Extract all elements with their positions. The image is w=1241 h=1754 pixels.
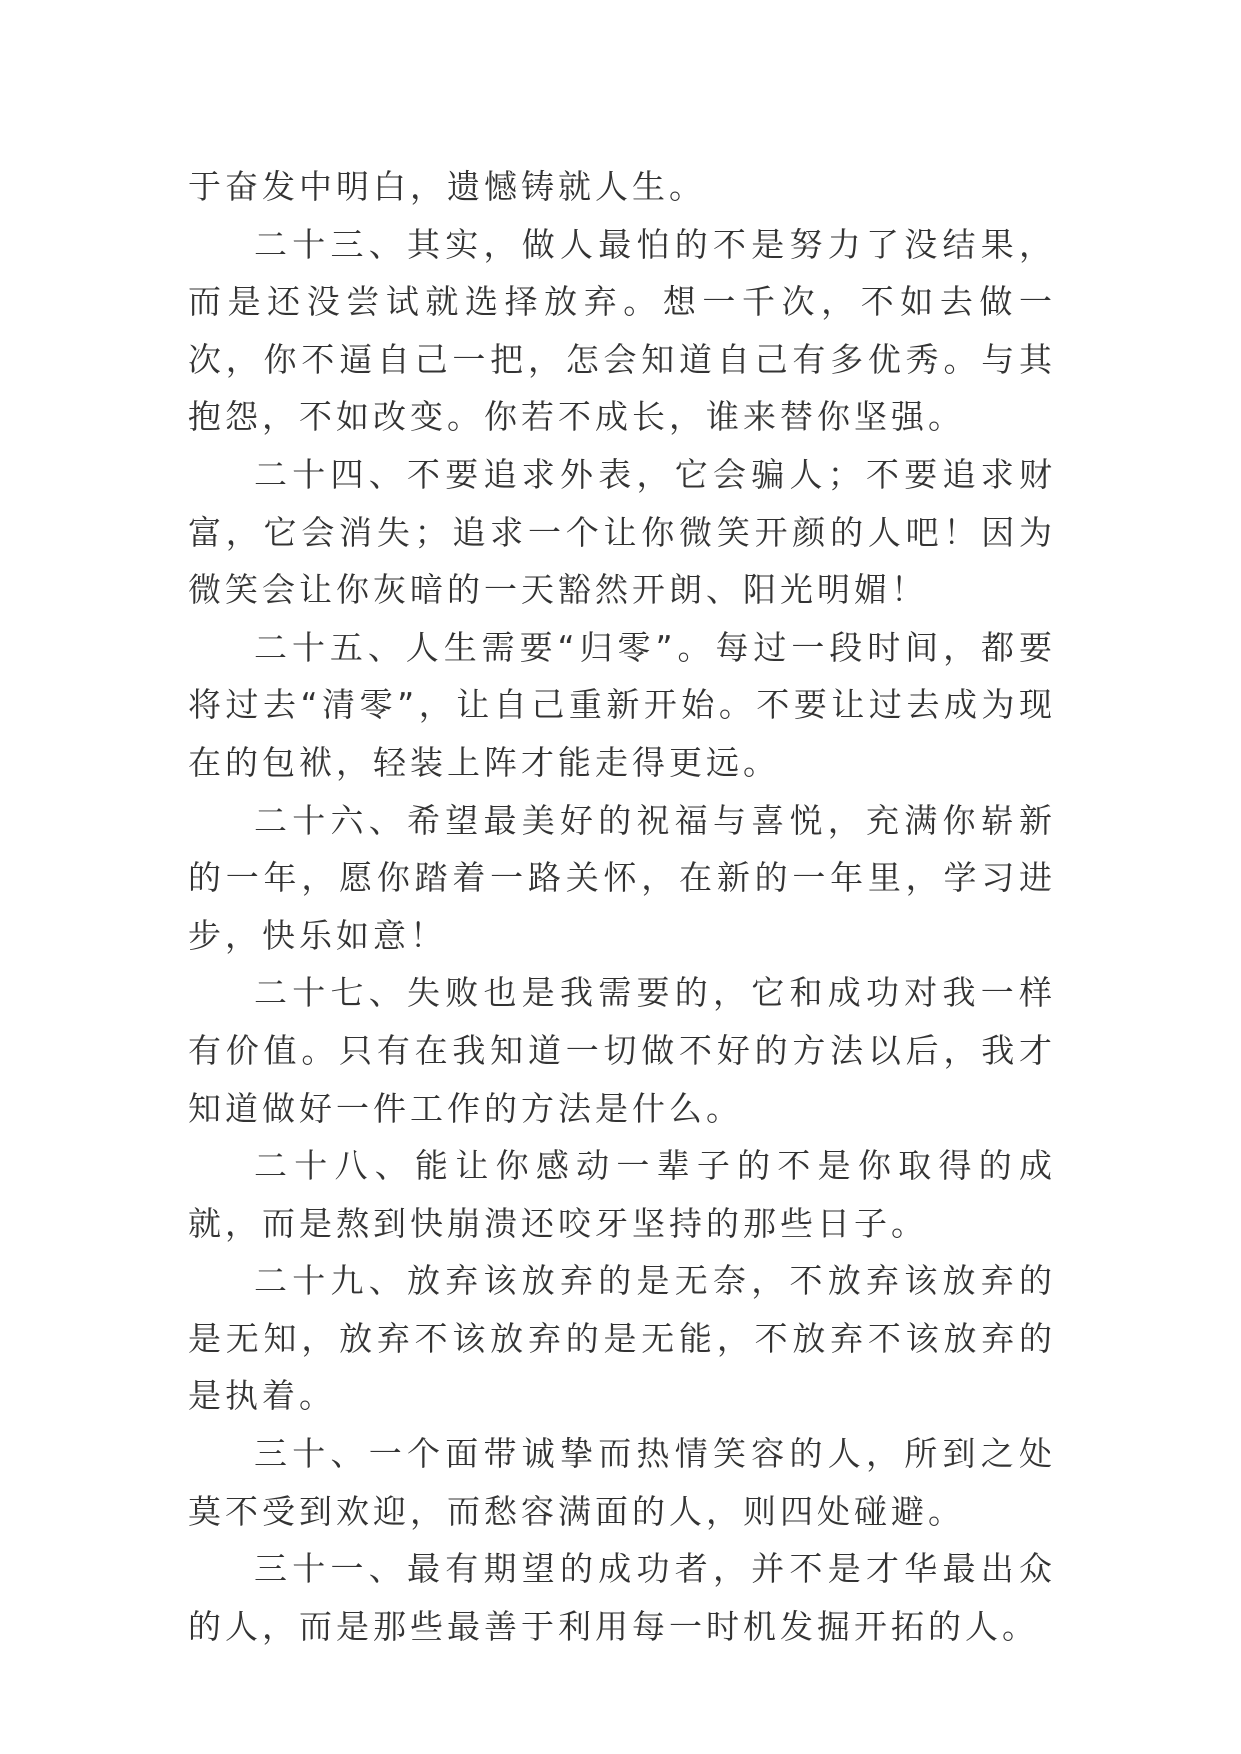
paragraph-23: 二十三、其实，做人最怕的不是努力了没结果，而是还没尝试就选择放弃。想一千次，不如去做一次，你不逼自己一把，怎会知道自己有多优秀。与其抱怨，不如改变。你若不成长，谁来替你坚强。 <box>188 224 1056 437</box>
paragraph-26: 二十六、希望最美好的祝福与喜悦，充满你崭新的一年，愿你踏着一路关怀，在新的一年里，学习进步，快乐如意！ <box>188 800 1056 955</box>
paragraph-27: 二十七、失败也是我需要的，它和成功对我一样有价值。只有在我知道一切做不好的方法以后，我才知道做好一件工作的方法是什么。 <box>188 973 1056 1128</box>
document-body <box>188 158 1056 1655</box>
paragraph-25: 二十五、人生需要“归零”。每过一段时间，都要将过去“清零”，让自己重新开始。不要让过去成为现在的包袱，轻装上阵才能走得更远。 <box>188 627 1056 782</box>
paragraph-24: 二十四、不要追求外表，它会骗人；不要追求财富，它会消失；追求一个让你微笑开颜的人吧！因为微笑会让你灰暗的一天豁然开朗、阳光明媚！ <box>188 454 1056 610</box>
paragraph-29: 二十九、放弃该放弃的是无奈，不放弃该放弃的是无知，放弃不该放弃的是无能，不放弃不该放弃的是执着。 <box>188 1261 1056 1416</box>
paragraph-28: 二十八、能让你感动一辈子的不是你取得的成就，而是熬到快崩溃还咬牙坚持的那些日子。 <box>188 1146 1056 1243</box>
paragraph-31: 三十一、最有期望的成功者，并不是才华最出众的人，而是那些最善于利用每一时机发掘开拓的人。 <box>188 1549 1056 1646</box>
paragraph-continuation: 于奋发中明白，遗憾铸就人生。 <box>188 167 706 206</box>
paragraph-30: 三十、一个面带诚挚而热情笑容的人，所到之处莫不受到欢迎，而愁容满面的人，则四处碰避。 <box>188 1434 1056 1531</box>
